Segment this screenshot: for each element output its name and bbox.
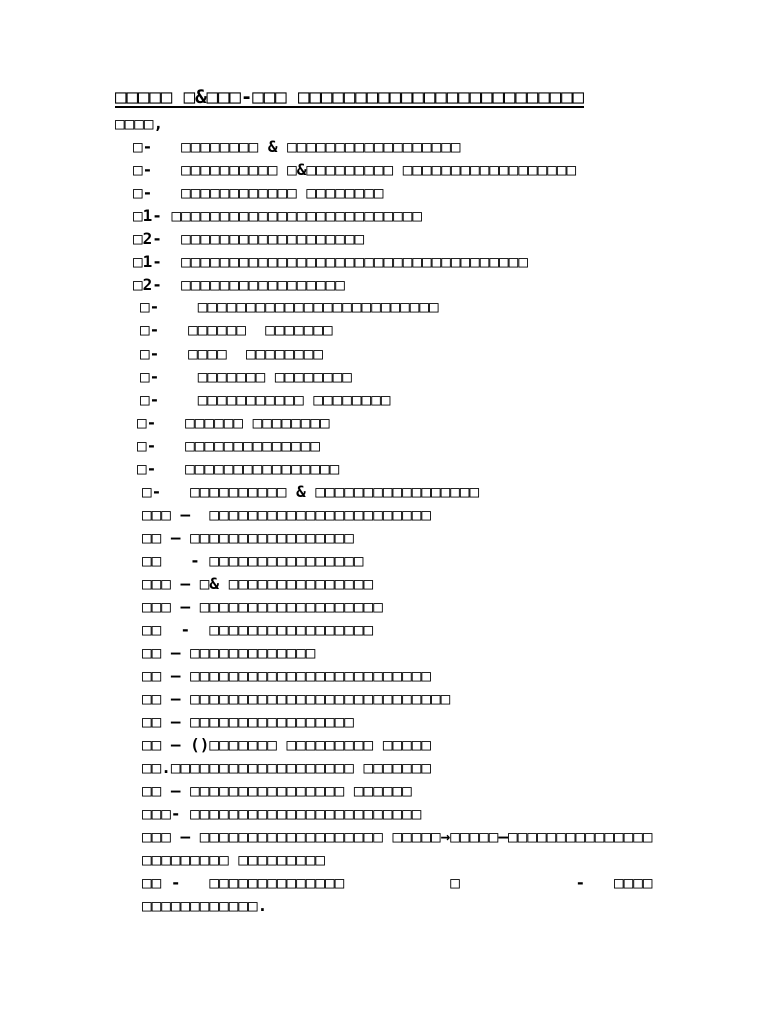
list-line: □- □□□□□□□□□□□ □□□□□□□□ (140, 390, 391, 409)
list-line: □□□□□□□□□ □□□□□□□□□ (142, 850, 326, 869)
list-line: □□ – □□□□□□□□□□□□□□□□□□□□□□□□□□□ (142, 689, 451, 708)
document-title: □□□□□ □&□□□-□□□ □□□□□□□□□□□□□□□□□□□□□□□□□ (115, 86, 584, 108)
list-line: □□ – □□□□□□□□□□□□□□□□ □□□□□□ (142, 781, 412, 800)
list-line: □□□ – □□□□□□□□□□□□□□□□□□□ (142, 597, 383, 616)
list-line: □□ – □□□□□□□□□□□□□□□□□ (142, 712, 354, 731)
list-line: □- □□□□□□□□□□ & □□□□□□□□□□□□□□□□□ (142, 482, 480, 501)
list-line: □- □□□□□□□□□□□□□□ (137, 436, 321, 455)
list-line: □□ – □□□□□□□□□□□□□□□□□ (142, 528, 354, 547)
list-line: □- □□□□□□□□□□□□ □□□□□□□□ (133, 183, 384, 202)
list-line: □- □□□□□□ □□□□□□□ (140, 320, 333, 339)
list-line: □- □□□□□□□□ & □□□□□□□□□□□□□□□□□□ (133, 137, 461, 156)
list-line: □1- □□□□□□□□□□□□□□□□□□□□□□□□□□□□□□□□□□□□ (133, 252, 528, 271)
list-line: □□□ – □□□□□□□□□□□□□□□□□□□□□□□ (142, 505, 431, 524)
list-line: □□□□□□□□□□□□. (142, 896, 268, 915)
list-line: □- □□□□□□□ □□□□□□□□ (140, 367, 352, 386)
list-line: □□ – □□□□□□□□□□□□□□□□□□□□□□□□□ (142, 666, 431, 685)
list-line: □- □□□□□□□□□□□□□□□□□□□□□□□□□ (140, 297, 439, 316)
list-line: □1- □□□□□□□□□□□□□□□□□□□□□□□□□□ (133, 206, 422, 225)
list-line: □□ – □□□□□□□□□□□□□ (142, 643, 316, 662)
list-line: □- □□□□□□□□□□□□□□□□ (137, 459, 340, 478)
list-line: □□ – ()□□□□□□□ □□□□□□□□□ □□□□□ (142, 735, 431, 754)
list-line: □□.□□□□□□□□□□□□□□□□□□□ □□□□□□□ (142, 758, 431, 777)
list-line: □2- □□□□□□□□□□□□□□□□□□□ (133, 229, 365, 248)
list-line: □□□- □□□□□□□□□□□□□□□□□□□□□□□□ (142, 804, 422, 823)
list-line: □□ - □□□□□□□□□□□□□□□□ (142, 551, 364, 570)
salutation: □□□□, (115, 114, 164, 133)
list-line: □□ - □□□□□□□□□□□□□□□□□ (142, 620, 374, 639)
list-line: □□□ – □& □□□□□□□□□□□□□□□ (142, 574, 374, 593)
list-line: □2- □□□□□□□□□□□□□□□□□ (133, 275, 345, 294)
list-line: □□ - □□□□□□□□□□□□□□ □ - □□□□ (142, 873, 653, 892)
list-line: □□□ – □□□□□□□□□□□□□□□□□□□ □□□□□→□□□□□–□□□□□□□□□□□□□□□ (142, 827, 653, 846)
list-line: □- □□□□ □□□□□□□□ (140, 344, 324, 363)
list-line: □- □□□□□□□□□□ □&□□□□□□□□□ □□□□□□□□□□□□□□□□□□ (133, 160, 577, 179)
list-line: □- □□□□□□ □□□□□□□□ (137, 413, 330, 432)
